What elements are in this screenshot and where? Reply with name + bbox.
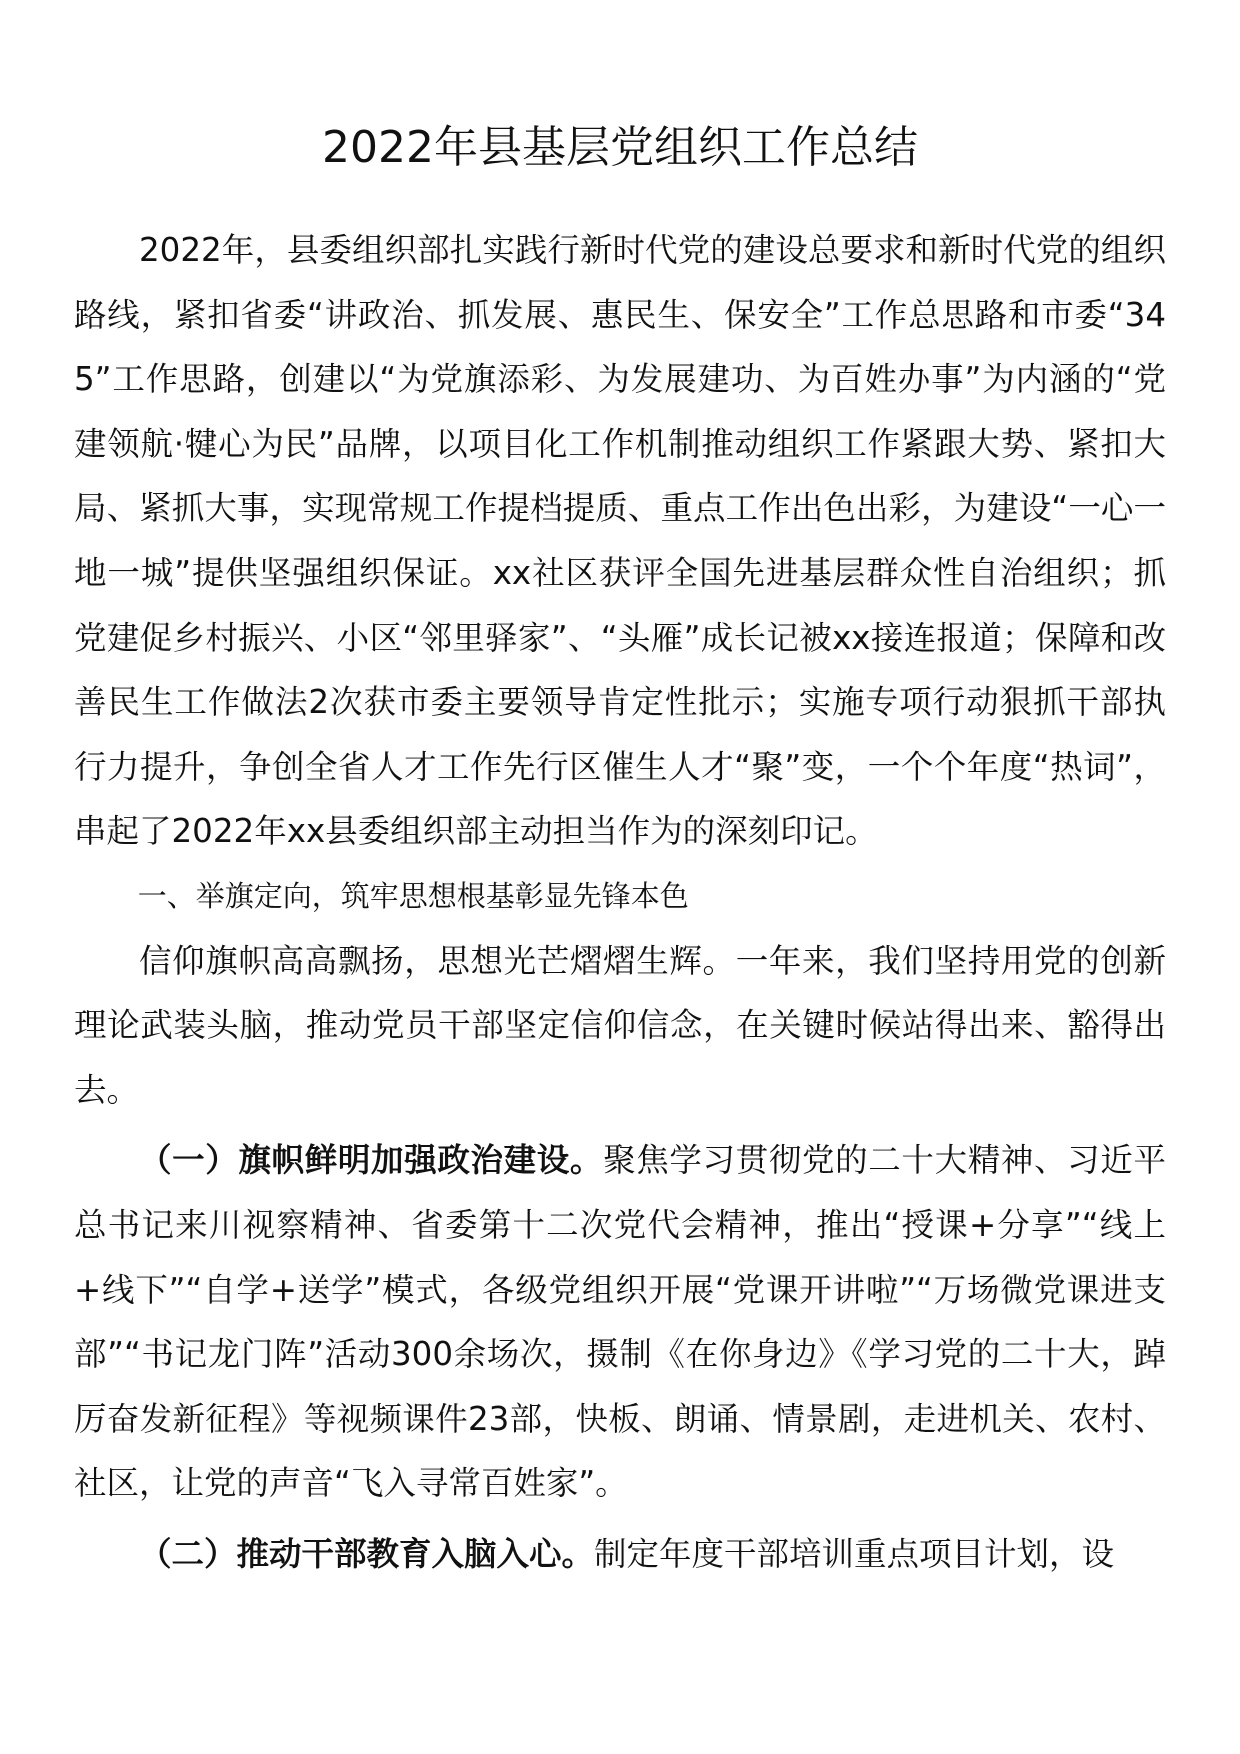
- item-1-paragraph: [74, 1128, 1166, 1516]
- item-2-body: 制定年度干部培训重点项目计划，设: [594, 1534, 1115, 1573]
- item-2-title: （二）推动干部教育入脑入心。: [139, 1534, 595, 1573]
- section-1-intro-paragraph: 信仰旗帜高高飘扬，思想光芒熠熠生辉。一年来，我们坚持用党的创新理论武装头脑，推动党员干部坚定信仰信念，在关键时候站得出来、豁得出去。: [74, 941, 1166, 1109]
- item-1-body: 聚焦学习贯彻党的二十大精神、习近平总书记来川视察精神、省委第十二次党代会精神，推出“授课+分享”“线上+线下”“自学+送学”模式，各级党组织开展“党课开讲啦”“万场微党课进支部”“书记龙门阵”活动300余场次，摄制《在你身边》《学习党的二十大，踔厉奋发新征程》等视频课件23部，快板、朗诵、情景剧，走进机关、农村、社区，让党的声音“飞入寻常百姓家”。: [74, 1141, 1166, 1503]
- intro-paragraph: 2022年，县委组织部扎实践行新时代党的建设总要求和新时代党的组织路线，紧扣省委“讲政治、抓发展、惠民生、保安全”工作总思路和市委“345”工作思路，创建以“为党旗添彩、为发展建功、为百姓办事”为内涵的“党建领航·犍心为民”品牌，以项目化工作机制推动组织工作紧跟大势、紧扣大局、紧抓大事，实现常规工作提档提质、重点工作出色出彩，为建设“一心一地一城”提供坚强组织保证。xx社区获评全国先进基层群众性自治组织；抓党建促乡村振兴、小区“邻里驿家”、“头雁”成长记被xx接连报道；保障和改善民生工作做法2次获市委主要领导肯定性批示；实施专项行动狠抓干部执行力提升，争创全省人才工作先行区催生人才“聚”变，一个个年度“热词”，串起了2022年xx县委组织部主动担当作为的深刻印记。: [74, 231, 1166, 851]
- item-1-title: （一）旗帜鲜明加强政治建设。: [139, 1141, 604, 1180]
- item-2-paragraph: [74, 1522, 1166, 1587]
- document-body: [74, 218, 1166, 1586]
- section-heading-1: 一、举旗定向，筑牢思想根基彰显先锋本色: [137, 878, 689, 913]
- document-title: 2022年县基层党组织工作总结: [322, 122, 918, 173]
